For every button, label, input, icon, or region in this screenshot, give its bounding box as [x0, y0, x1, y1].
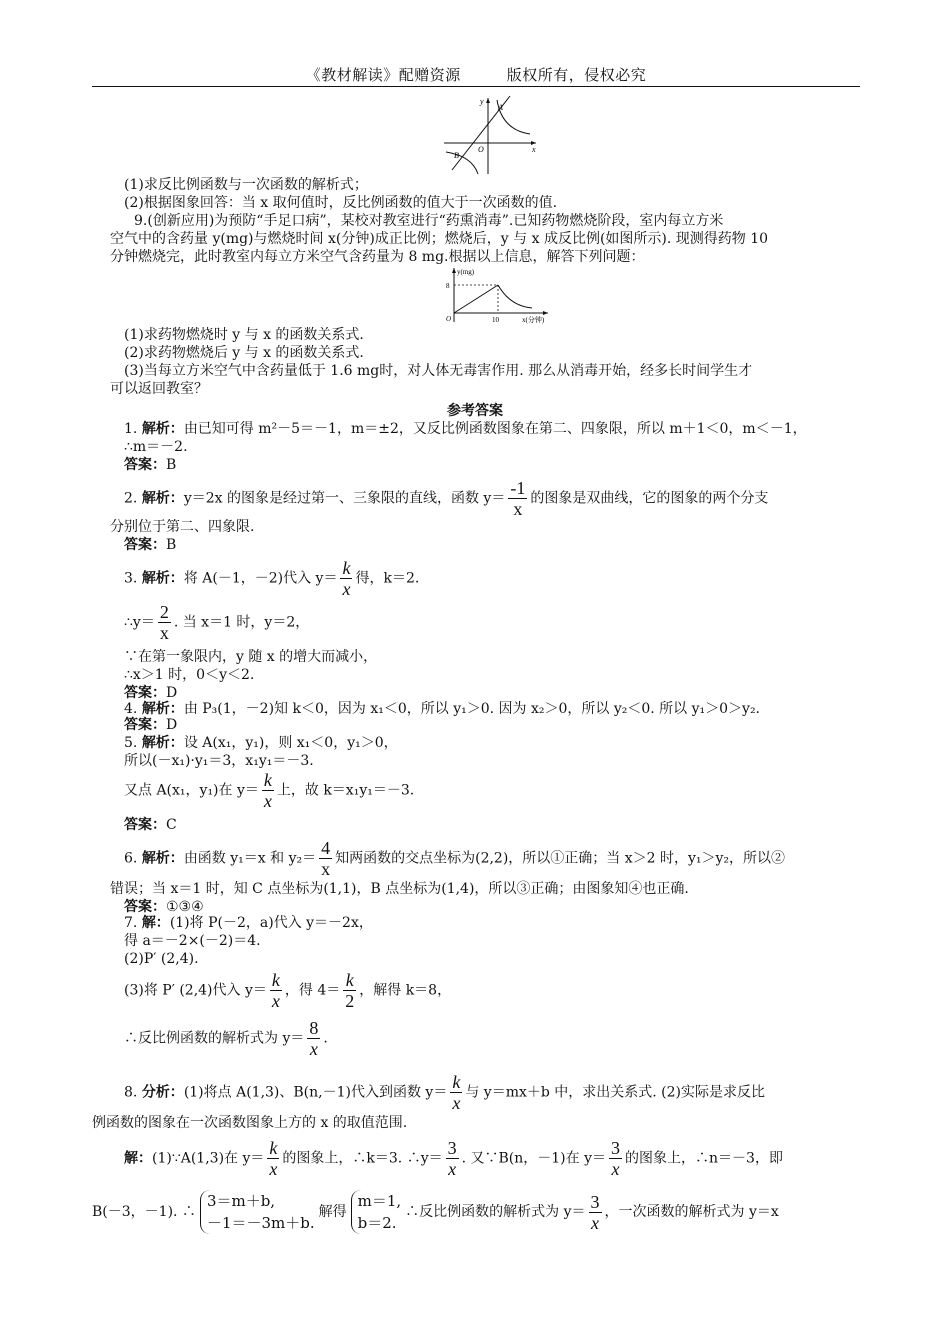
solution-2c: ∴反比例函数的解析式为 y＝ [405, 1204, 586, 1220]
label-a: A [498, 103, 503, 112]
page-header [92, 64, 860, 85]
answer-6-text-post: 知两函数的交点坐标为(2,2)，所以①正确；当 x＞2 时，y₁＞y₂，所以② [335, 850, 786, 867]
figure-q8-graph [440, 94, 545, 176]
fraction-numerator: 3 [611, 1138, 621, 1158]
answer-7-line-4-post: ，解得 k＝8， [359, 982, 452, 999]
burning-line [454, 285, 498, 313]
fraction [340, 558, 352, 599]
answer-7-line-2: 得 a＝－2×(－2)＝4. [124, 933, 261, 949]
answer-6-number: 6. [124, 850, 138, 867]
answer-label: 答案： [124, 717, 166, 733]
analysis-label: 解析： [141, 490, 184, 507]
answer-8-number: 8. [124, 1084, 138, 1101]
answer-4-final [124, 716, 177, 734]
label-value-8: 8 [446, 282, 450, 290]
question-9-part-1: (1)求药物燃烧时 y 与 x 的函数关系式. [124, 327, 364, 343]
fraction-numerator: k [342, 558, 351, 578]
fraction [307, 1018, 320, 1059]
fraction [609, 1138, 622, 1179]
fraction [267, 1138, 279, 1179]
answer-8-line-2: 例函数的图象在一次函数图象上方的 x 的取值范围. [92, 1115, 408, 1131]
answer-4-value: D [166, 717, 178, 733]
answer-5-number: 5. [124, 735, 138, 751]
answer-3-text-pre: 将 A(－1，－2)代入 y＝ [183, 570, 338, 587]
question-9-part-3-line-1: (3)当每立方米空气中含药量低于 1.6 mg时，对人体无毒害作用. 那么从消毒开始，经多长时间学生才 [124, 363, 753, 379]
answer-8-text-post: 与 y＝mx＋b 中，求出关系式. (2)实际是求反比 [465, 1084, 766, 1101]
fraction [450, 1072, 462, 1113]
fraction-denominator: x [271, 991, 280, 1011]
answer-label: 答案： [124, 457, 166, 473]
fraction-denominator: x [159, 623, 169, 643]
answer-5-line-2: 所以(－x₁)·y₁＝3，x₁y₁＝－3. [124, 753, 314, 769]
question-8-line-2: (2)根据图象回答：当 x 取何值时，反比例函数的值大于一次函数的值. [124, 195, 558, 211]
label-x-minutes: x(分钟) [522, 316, 545, 324]
answer-4-line-1 [124, 700, 760, 718]
solution-1b: 的图象上，∴k＝3. ∴y＝ [282, 1150, 443, 1167]
answer-6-value: ①③④ [166, 899, 204, 915]
header-left: 《教材解读》配赠资源 [305, 66, 461, 84]
question-9-line-2: 空气中的含药量 y(mg)与燃烧时间 x(分钟)成正比例；燃烧后，y 与 x 成反比例(如图所示). 现测得药物 10 [110, 231, 769, 247]
solution-2a: B(－3，－1). ∴ [92, 1204, 196, 1220]
answer-5-final [124, 816, 177, 834]
answer-5-line-3-pre: 又点 A(x₁，y₁)在 y＝ [124, 782, 259, 799]
fraction [589, 1192, 602, 1233]
fraction-denominator: x [342, 579, 351, 599]
answer-label: 答案： [124, 537, 166, 553]
answer-6-line-1 [124, 838, 785, 879]
answer-7-line-4-pre: (3)将 P′ (2,4)代入 y＝ [124, 982, 267, 999]
answer-6-text-pre: 由函数 y₁＝x 和 y₂＝ [183, 850, 317, 867]
fraction-numerator: -1 [510, 478, 526, 498]
fraction [262, 770, 274, 811]
solution-label: 解： [141, 915, 170, 931]
answer-5-line-3-post: 上，故 k＝x₁y₁＝－3. [276, 782, 415, 799]
fraction [446, 1138, 459, 1179]
fraction-denominator: x [307, 1038, 320, 1059]
fraction-numerator: k [452, 1072, 461, 1092]
answer-label: 答案： [124, 899, 166, 915]
label-b: B [454, 151, 459, 160]
fraction-denominator: x [452, 1093, 461, 1113]
answer-1-value: B [166, 457, 177, 473]
answer-8-line-1 [124, 1072, 765, 1113]
answer-3-line-3: ∵在第一象限内，y 随 x 的增大而减小， [124, 649, 378, 665]
fraction-numerator: 3 [590, 1191, 600, 1212]
answer-7-line-5-post: . [323, 1030, 328, 1047]
fraction-denominator: x [446, 1158, 459, 1179]
system-1-eq-2: －1＝－3m＋b. [206, 1214, 315, 1232]
label-y: y [480, 97, 484, 106]
fraction-denominator: x [263, 791, 272, 811]
fraction [343, 970, 356, 1011]
answer-label: 答案： [124, 817, 166, 833]
fraction-denominator: x [269, 1159, 278, 1179]
answer-7-line-3: (2)P′ (2,4). [124, 951, 199, 967]
analysis-label: 解析： [141, 421, 184, 437]
header-rule [92, 86, 860, 87]
solution-2d: ，一次函数的解析式为 y＝x [604, 1204, 779, 1220]
label-o: O [446, 315, 452, 323]
answer-2-line-2: 分别位于第二、四象限. [110, 519, 255, 535]
decay-curve [498, 285, 532, 308]
answer-4-number: 4. [124, 701, 138, 717]
label-x: x [532, 145, 536, 154]
answer-3-value: D [166, 685, 178, 701]
fraction-numerator: k [271, 970, 280, 990]
answer-label: 答案： [124, 685, 166, 701]
answer-7-line-5-pre: ∴反比例函数的解析式为 y＝ [124, 1030, 305, 1047]
answer-3-line-2-post: . 当 x＝1 时，y＝2， [173, 614, 310, 631]
fraction-numerator: k [263, 770, 272, 790]
question-9-line-3: 分钟燃烧完，此时教室内每立方米空气含药量为 8 mg.根据以上信息，解答下列问题： [110, 249, 645, 265]
answer-1-text: 由已知可得 m²－5＝－1，m＝±2，又反比例函数图象在第二、四象限，所以 m＋1＜0，m＜－1， [183, 421, 807, 437]
answer-5-line-3 [124, 770, 414, 811]
solution-1c: . 又∵B(n，－1)在 y＝ [461, 1150, 607, 1167]
answer-2-final [124, 536, 176, 554]
analysis-label: 解析： [141, 850, 184, 867]
answer-3-line-2-pre: ∴y＝ [124, 614, 155, 631]
fraction-numerator: 3 [447, 1138, 457, 1158]
equation-system-2 [351, 1190, 402, 1234]
hyperbola-branch-2 [446, 152, 478, 174]
system-2-eq-2: b＝2. [357, 1214, 397, 1232]
answer-2-text-pre: y＝2x 的图象是经过第一、三象限的直线，函数 y＝ [183, 490, 506, 507]
solution-label: 解： [124, 1150, 152, 1167]
answer-3-line-1 [124, 558, 419, 599]
solution-1a: (1)∵A(1,3)在 y＝ [152, 1150, 265, 1167]
answer-7-text: (1)将 P(－2，a)代入 y＝－2x， [169, 915, 373, 931]
question-9-line-1: 9.(创新应用)为预防“手足口病”，某校对教室进行“药熏消毒”.已知药物燃烧阶段，室内每立方米 [134, 213, 724, 229]
answer-1-number: 1. [124, 421, 138, 437]
fraction-denominator: x [508, 498, 527, 519]
answers-title: 参考答案 [447, 403, 503, 419]
x-arrow [543, 311, 548, 315]
answer-5-line-1 [124, 734, 398, 752]
answer-1-line-1 [124, 420, 807, 438]
answer-3-line-4: ∴x＞1 时，0＜y＜2. [124, 667, 255, 683]
answer-8-solution-line-2 [92, 1186, 779, 1238]
label-value-10: 10 [492, 316, 499, 324]
fraction-denominator: x [589, 1212, 602, 1233]
system-2-eq-1: m＝1, [357, 1192, 402, 1210]
fraction-denominator: 2 [345, 991, 355, 1011]
question-9-part-2: (2)求药物燃烧后 y 与 x 的函数关系式. [124, 345, 364, 361]
answer-3-line-2 [124, 602, 309, 643]
answer-7-line-4-mid: ，得 4＝ [284, 982, 341, 999]
fraction [319, 838, 332, 879]
fraction-numerator: k [269, 1138, 278, 1158]
label-y-mg: y(mg) [457, 268, 475, 276]
answer-1-final [124, 456, 176, 474]
fraction-denominator: x [609, 1158, 622, 1179]
solution-1d: 的图象上，∴n＝－3，即 [625, 1150, 783, 1167]
answer-7-line-1 [124, 914, 373, 932]
fraction [270, 970, 282, 1011]
question-8-line-1: (1)求反比例函数与一次函数的解析式； [124, 177, 368, 193]
answer-5-value: C [166, 817, 177, 833]
system-1-eq-1: 3＝m＋b, [206, 1192, 276, 1210]
fraction-numerator: 8 [309, 1018, 319, 1038]
header-right: 版权所有，侵权必究 [506, 66, 647, 84]
answer-7-line-4 [124, 970, 451, 1011]
label-o: O [478, 145, 484, 154]
analysis-label: 解析： [141, 735, 184, 751]
fraction-numerator: 2 [159, 602, 169, 622]
answer-2-text-post: 的图象是双曲线，它的图象的两个分支 [530, 490, 769, 507]
figure-q9-graph [440, 266, 552, 324]
answer-3-text-post: 得，k＝2. [355, 570, 420, 587]
y-arrow [486, 98, 490, 103]
answer-7-number: 7. [124, 915, 138, 931]
question-9-part-3-line-2: 可以返回教室？ [110, 381, 208, 397]
answer-8-text-pre: (1)将点 A(1,3)、B(n,－1)代入到函数 y＝ [183, 1084, 448, 1101]
answer-1-line-2: ∴m＝－2. [124, 439, 188, 455]
analysis-label: 解析： [141, 701, 184, 717]
fraction-numerator: 4 [321, 838, 331, 858]
fraction [158, 602, 171, 643]
answer-2-line-1 [124, 478, 768, 519]
answer-2-value: B [166, 537, 177, 553]
fraction-denominator: x [321, 859, 331, 879]
analysis-label: 分析： [141, 1084, 184, 1101]
answer-8-solution-line-1 [124, 1138, 783, 1179]
y-arrow [452, 268, 456, 273]
equation-system-1 [200, 1190, 315, 1234]
solution-2b: 解得 [318, 1204, 347, 1220]
answer-5-text: 设 A(x₁，y₁)，则 x₁＜0，y₁＞0， [183, 735, 398, 751]
analysis-label: 解析： [141, 570, 184, 587]
fraction [508, 478, 527, 519]
answer-4-text: 由 P₃(1，－2)知 k＜0，因为 x₁＜0，所以 y₁＞0. 因为 x₂＞0，所以 y₂＜0. 所以 y₁＞0＞y₂. [183, 701, 761, 717]
answer-7-line-5 [124, 1018, 328, 1059]
answer-2-number: 2. [124, 490, 138, 507]
answer-3-number: 3. [124, 570, 138, 587]
answer-6-line-2: 错误；当 x＝1 时，知 C 点坐标为(1,1)，B 点坐标为(1,4)，所以③正确；由图象知④也正确. [110, 881, 689, 897]
fraction-numerator: k [345, 970, 354, 990]
